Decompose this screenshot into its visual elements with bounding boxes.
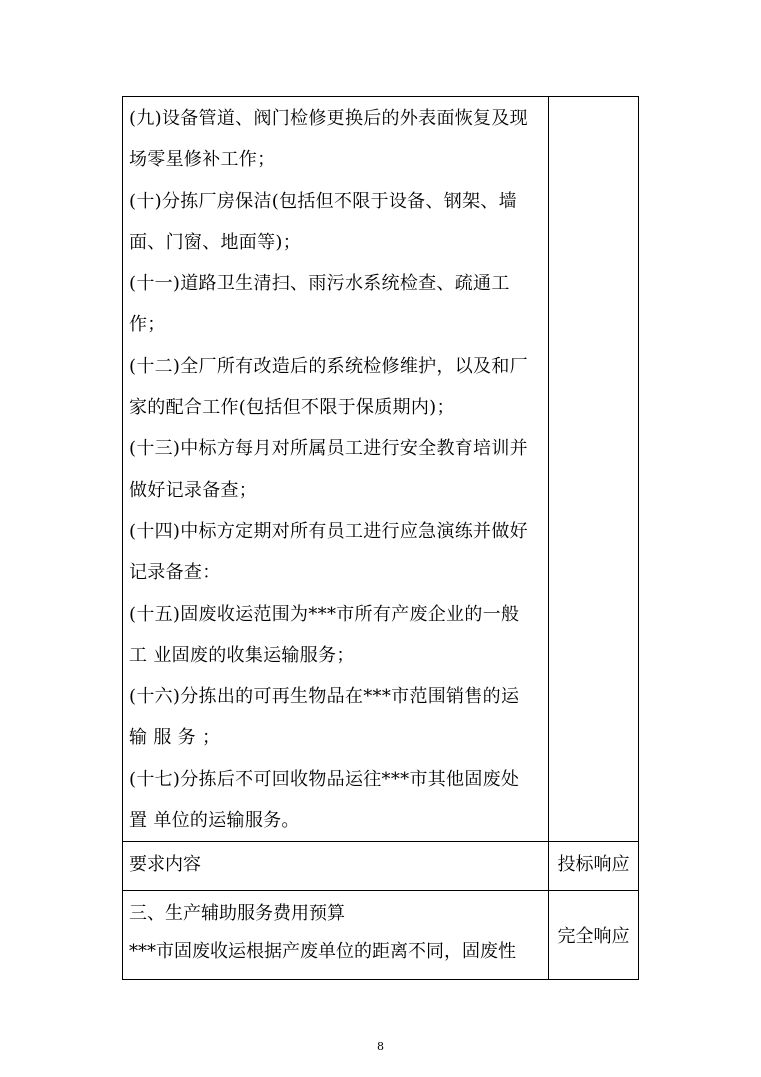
item-line: 置 单位的运输服务。 xyxy=(129,810,300,832)
item-line: 家的配合工作(包括但不限于保质期内)； xyxy=(129,397,455,419)
section-response: 完全响应 xyxy=(549,891,639,980)
item-line: (十)分拣厂房保洁(包括但不限于设备、钢架、墙 xyxy=(129,190,517,212)
response-header: 投标响应 xyxy=(549,842,639,891)
requirement-header: 要求内容 xyxy=(123,842,549,891)
item-line: (十三)中标方每月对所属员工进行安全教育培训并 xyxy=(129,438,528,460)
section-row xyxy=(123,891,639,980)
page-number: 8 xyxy=(377,1040,384,1053)
items-row xyxy=(123,97,639,842)
item-line: (十六)分拣出的可再生物品在***市范围销售的运 xyxy=(129,686,520,708)
header-row xyxy=(123,842,639,891)
items-response-cell xyxy=(549,97,639,842)
section-cell xyxy=(123,891,549,980)
item-line: (九)设备管道、阀门检修更换后的外表面恢复及现 xyxy=(129,108,528,129)
item-line: (十一)道路卫生清扫、雨污水系统检查、疏通工 xyxy=(129,273,510,295)
requirements-table xyxy=(122,96,639,980)
item-line: (十四)中标方定期对所有员工进行应急演练并做好 xyxy=(129,520,528,542)
item-line: 面、门窗、地面等)； xyxy=(129,231,302,253)
item-line: (十七)分拣后不可回收物品运往***市其他固废处 xyxy=(129,768,520,790)
items-cell xyxy=(123,97,549,842)
item-line: 场零星修补工作； xyxy=(129,149,276,171)
item-line: 记录备查： xyxy=(129,562,221,584)
section-title: 三、生产辅助服务费用预算 xyxy=(129,903,345,925)
item-line: 工 业固废的收集运输服务； xyxy=(129,644,355,666)
section-text: ***市固废收运根据产废单位的距离不同，固废性 xyxy=(129,941,516,963)
item-line: 输 服 务 ； xyxy=(129,727,221,749)
item-line: (十五)固废收运范围为***市所有产废企业的一般 xyxy=(129,603,520,625)
item-line: (十二)全厂所有改造后的系统检修维护，以及和厂 xyxy=(129,355,528,377)
item-line: 做好记录备查； xyxy=(129,479,258,501)
item-line: 作； xyxy=(129,314,166,336)
